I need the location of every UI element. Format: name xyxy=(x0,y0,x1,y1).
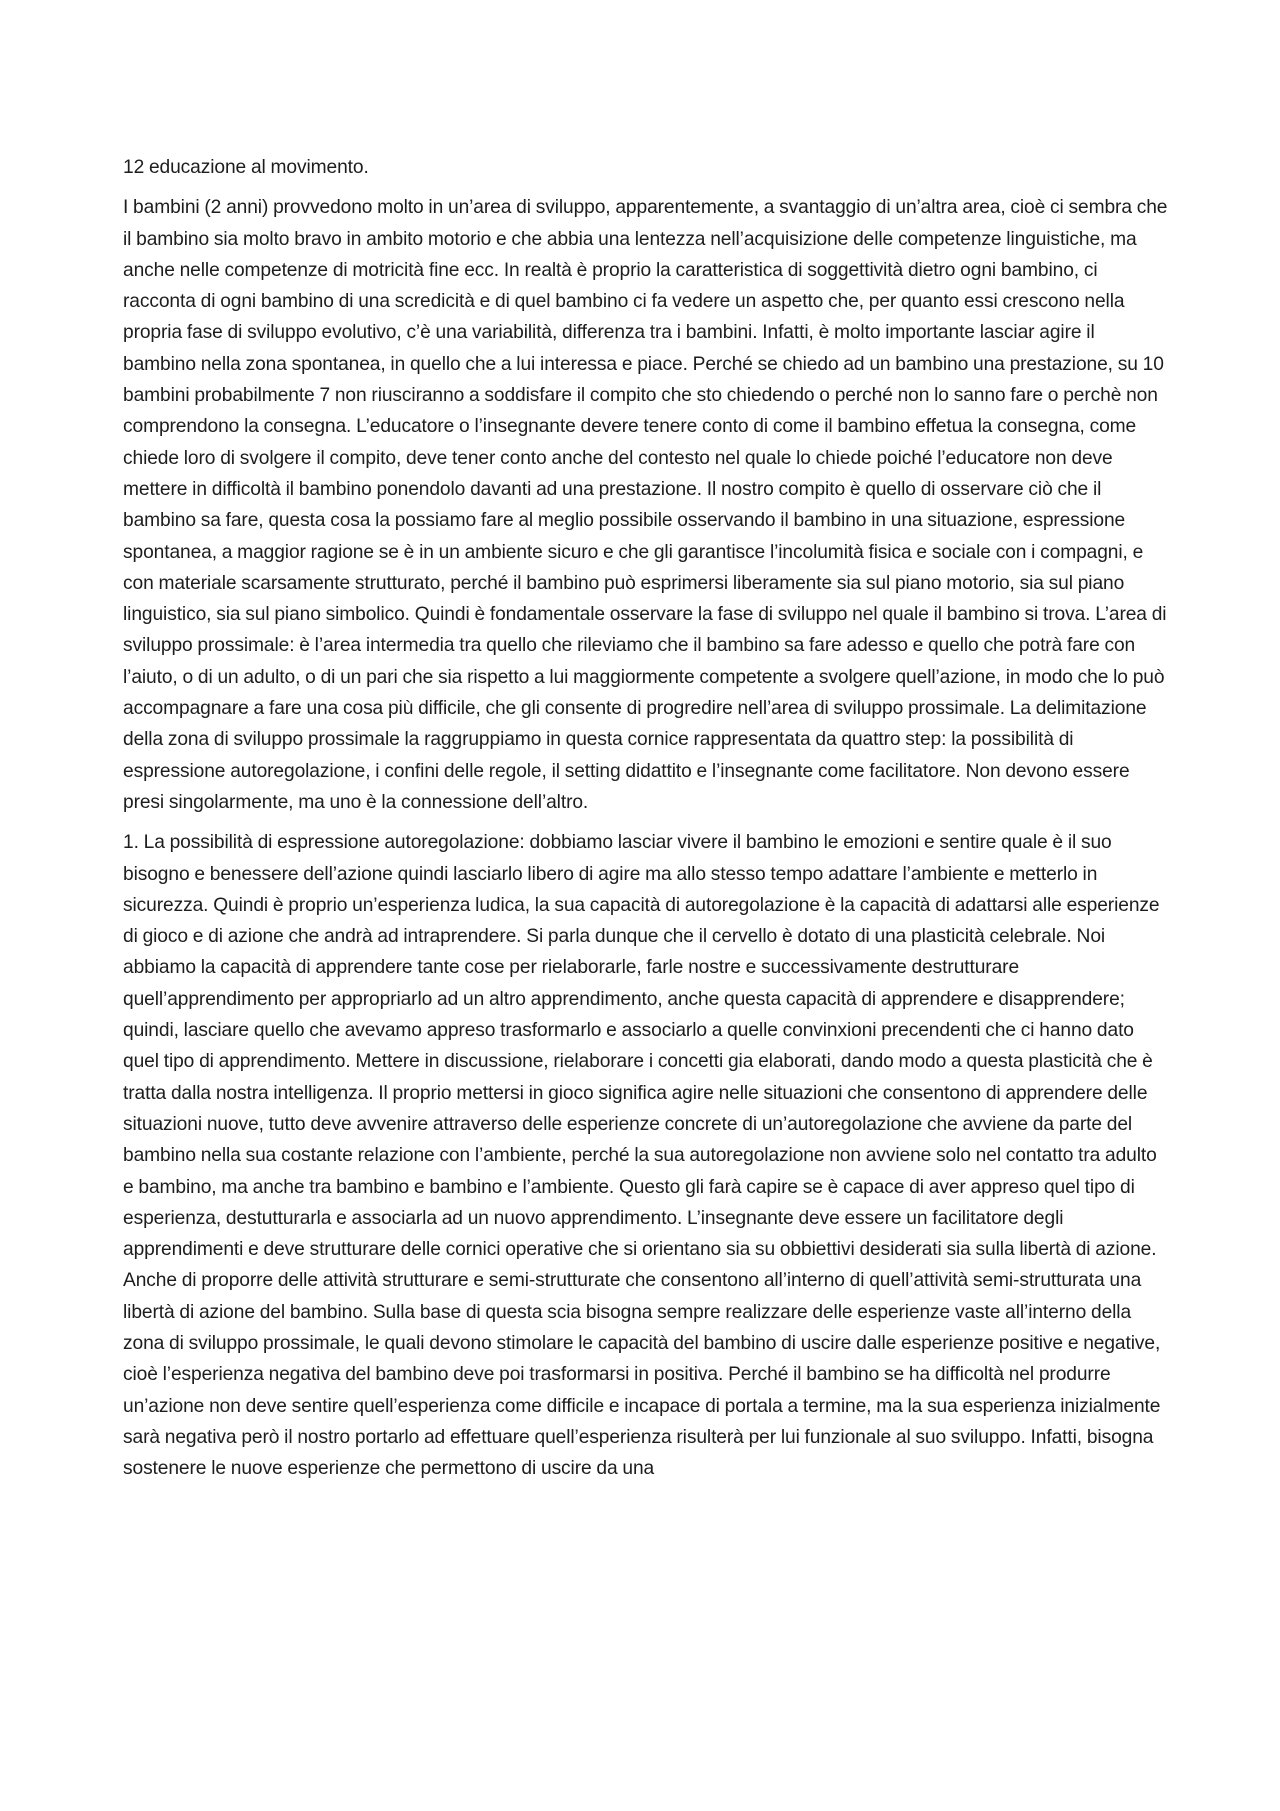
paragraph-intro: I bambini (2 anni) provvedono molto in un’area di sviluppo, apparentemente, a svantaggio di un’altra area, cioè ci sembra che il bambino sia molto bravo in ambito motorio e che abbia una lentezza nell’acquisizione delle competenze linguistiche, ma anche nelle competenze di motricità fine ecc. In realtà è proprio la caratteristica di soggettività dietro ogni bambino, ci racconta di ogni bambino di una scredicità e di quel bambino ci fa vedere un aspetto che, per quanto essi crescono nella propria fase di sviluppo evolutivo, c’è una variabilità, differenza tra i bambini. Infatti, è molto importante lasciar agire il bambino nella zona spontanea, in quello che a lui interessa e piace. Perché se chiedo ad un bambino una prestazione, su 10 bambini probabilmente 7 non riusciranno a soddisfare il compito che sto chiedendo o perché non lo sanno fare o perchè non comprendono la consegna. L’educatore o l’insegnante devere tenere conto di come il bambino effetua la consegna, come chiede loro di svolgere il compito, deve tener conto anche del contesto nel quale lo chiede poiché l’educatore non deve mettere in difficoltà il bambino ponendolo davanti ad una prestazione. Il nostro compito è quello di osservare ciò che il bambino sa fare, questa cosa la possiamo fare al meglio possibile osservando il bambino in una situazione, espressione spontanea, a maggior ragione se è in un ambiente sicuro e che gli garantisce l’incolumità fisica e sociale con i compagni, e con materiale scarsamente strutturato, perché il bambino può esprimersi liberamente sia sul piano motorio, sia sul piano linguistico, sia sul piano simbolico. Quindi è fondamentale osservare la fase di sviluppo nel quale il bambino si trova. L’area di sviluppo prossimale: è l’area intermedia tra quello che rileviamo che il bambino sa fare adesso e quello che potrà fare con l’aiuto, o di un adulto, o di un pari che sia rispetto a lui maggiormente competente a svolgere quell’azione, in modo che lo può accompagnare a fare una cosa più difficile, che gli consente di progredire nell’area di sviluppo prossimale. La delimitazione della zona di sviluppo prossimale la raggruppiamo in questa cornice rappresentata da quattro step: la possibilità di espressione autoregolazione, i confini delle regole, il setting didattito e l’insegnante come facilitatore. Non devono essere presi singolarmente, ma uno è la connessione dell’altro. xyxy=(123,197,1168,813)
paragraph-step-1: 1. La possibilità di espressione autoregolazione: dobbiamo lasciar vivere il bambino le emozioni e sentire quale è il suo bisogno e benessere dell’azione quindi lasciarlo libero di agire ma allo stesso tempo adattare l’ambiente e metterlo in sicurezza. Quindi è proprio un’esperienza ludica, la sua capacità di autoregolazione è la capacità di adattarsi alle esperienze di gioco e di azione che andrà ad intraprendere. Si parla dunque che il cervello è dotato di una plasticità celebrale. Noi abbiamo la capacità di apprendere tante cose per rielaborarle, farle nostre e successivamente destrutturare quell’apprendimento per appropriarlo ad un altro apprendimento, anche questa capacità di apprendere e disapprendere; quindi, lasciare quello che avevamo appreso trasformarlo e associarlo a quelle convinxioni precendenti che ci hanno dato quel tipo di apprendimento. Mettere in discussione, rielaborare i concetti gia elaborati, dando modo a questa plasticità che è tratta dalla nostra intelligenza. Il proprio mettersi in gioco significa agire nelle situazioni che consentono di apprendere delle situazioni nuove, tutto deve avvenire attraverso delle esperienze concrete di un’autoregolazione che avviene da parte del bambino nella sua costante relazione con l’ambiente, perché la sua autoregolazione non avviene solo nel contatto tra adulto e bambino, ma anche tra bambino e bambino e l’ambiente. Questo gli farà capire se è capace di aver appreso quel tipo di esperienza, destutturarla e associarla ad un nuovo apprendimento. L’insegnante deve essere un facilitatore degli apprendimenti e deve strutturare delle cornici operative che si orientano sia su obbiettivi desiderati sia sulla libertà di azione. Anche di proporre delle attività strutturare e semi-strutturate che consentono all’interno di quell’attività semi-strutturata una libertà di azione del bambino. Sulla base di questa scia bisogna sempre realizzare delle esperienze vaste all’interno della zona di sviluppo prossimale, le quali devono stimolare le capacità del bambino di uscire dalle esperienze positive e negative, cioè l’esperienza negativa del bambino deve poi trasformarsi in positiva. Perché il bambino se ha difficoltà nel produrre un’azione non deve sentire quell’esperienza come difficile e incapace di portala a termine, ma la sua esperienza inizialmente sarà negativa però il nostro portarlo ad effettuare quell’esperienza risulterà per lui funzionale al suo sviluppo. Infatti, bisogna sostenere le nuove esperienze che permettono di uscire da una xyxy=(123,832,1161,1480)
document-page xyxy=(123,152,1168,1493)
document-heading: 12 educazione al movimento. xyxy=(123,157,369,178)
